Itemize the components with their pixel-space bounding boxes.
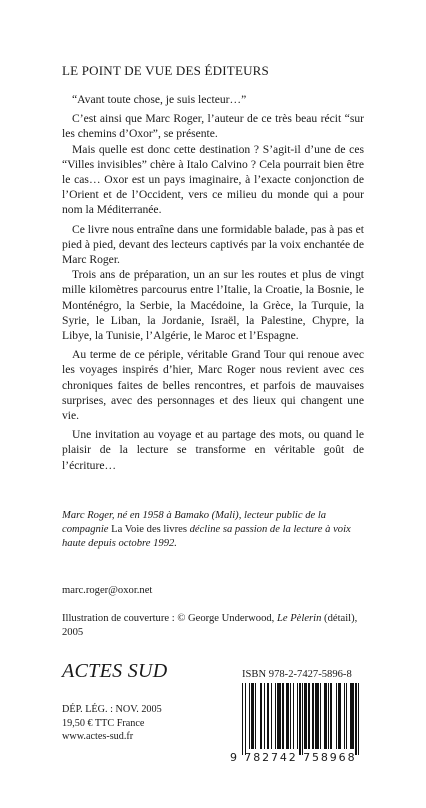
credit-suffix: (détail), 2005: [62, 613, 358, 639]
blurb-paragraph-grand-tour: Au terme de ce périple, véritable Grand Tour qui renoue avec les voyages inspirés d’hier, Marc Roger nous revient avec ces chroniques faites de belles rencontres, et parfois de mauvaises surprises, avec des personnages et des lieux qui changent une vie.: [62, 348, 364, 423]
author-email: marc.roger@oxor.net: [62, 585, 153, 596]
author-bio: [62, 509, 364, 552]
credit-prefix: Illustration de couverture : © George Underwood,: [62, 613, 277, 624]
blurb-paragraph-quote: “Avant toute chose, je suis lecteur…”: [72, 93, 247, 106]
blurb-paragraph-destination: Mais quelle est donc cette destination ? S’agit-il d’une de ces “Villes invisibles” chère à Italo Calvino ? Cela pourrait bien être le cas… Oxor est un pays imaginaire, à l’exacte conjonction de l’Orient et de l’Occident, vers ce milieu du monde qui a pour nom la Méditerranée.: [62, 142, 364, 217]
legal-info: [62, 703, 222, 744]
blurb-text: [62, 92, 364, 477]
blurb-paragraph-invitation: Une invitation au voyage et au partage des mots, ou quand le plaisir de la lecture se transforme en véritable goût de l’écriture…: [62, 428, 364, 472]
bio-text-end: décline sa passion de la lecture à voix haute depuis octobre 1992.: [62, 524, 351, 550]
bio-text-start: Marc Roger, né en 1958 à Bamako (Mali), lecteur public de la compagnie: [62, 510, 327, 536]
barcode-bars: [242, 683, 360, 755]
section-heading: LE POINT DE VUE DES ÉDITEURS: [62, 63, 269, 78]
legal-deposit: DÉP. LÉG. : NOV. 2005: [62, 704, 162, 715]
blurb-paragraph-route: Trois ans de préparation, un an sur les routes et plus de vingt mille kilomètres parcourus entre l’Italie, la Croatie, la Bosnie, le Monténégro, la Serbie, la Macédoine, la Grèce, la Turquie, la Syrie, le Liban, la Jordanie, Israël, la Palestine, Chypre, la Libye, la Tunisie, l’Algérie, le Maroc et l’Espagne.: [62, 268, 364, 343]
bio-company-name: La Voie des livres: [111, 524, 187, 536]
barcode: [230, 683, 366, 765]
publisher-website: www.actes-sud.fr: [62, 731, 134, 743]
blurb-paragraph-walk: Ce livre nous entraîne dans une formidable balade, pas à pas et pied à pied, devant des lecteurs captivés par la voix enchantée de Marc Roger.: [62, 222, 364, 267]
price-label: 19,50 € TTC France: [62, 717, 145, 729]
isbn-number: ISBN 978-2-7427-5896-8: [242, 669, 352, 680]
cover-credit: [62, 612, 362, 641]
credit-artwork-title: Le Pèlerin: [276, 613, 322, 624]
blurb-paragraph-intro: C’est ainsi que Marc Roger, l’auteur de ce très beau récit “sur les chemins d’Oxor”, se présente.: [62, 112, 364, 141]
publisher-logo: ACTES SUD: [62, 660, 168, 682]
barcode-digits: 9 782742 758968: [230, 751, 357, 764]
barcode-bar: [358, 683, 359, 755]
